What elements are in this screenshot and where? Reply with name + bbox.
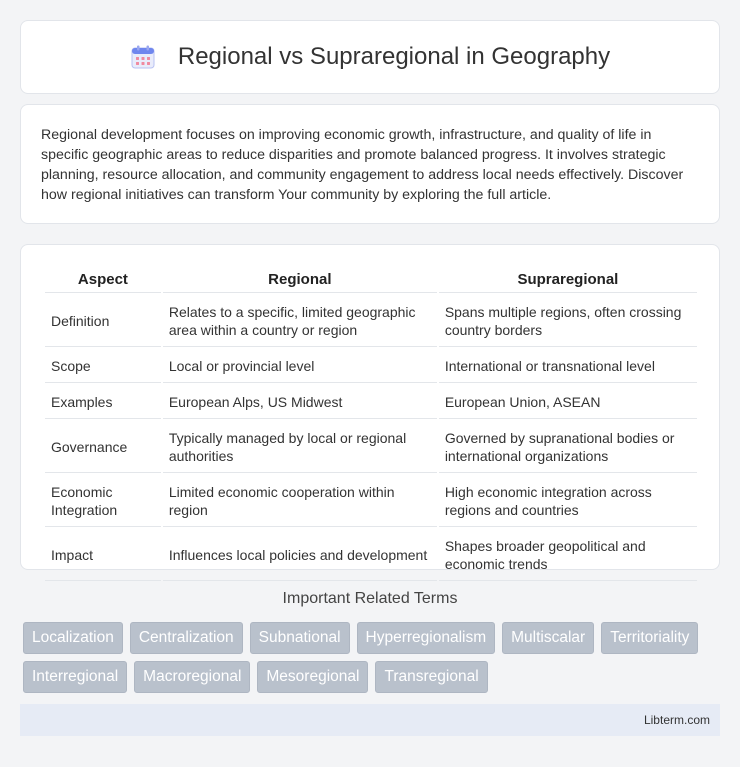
row-aspect: Governance	[45, 421, 161, 473]
intro-card	[20, 104, 720, 224]
comparison-table-card	[20, 244, 720, 570]
related-term-tag[interactable]: Interregional	[23, 661, 127, 693]
row-regional: Local or provincial level	[163, 349, 437, 383]
row-aspect: Examples	[45, 385, 161, 419]
row-supraregional: Shapes broader geopolitical and economic trends	[439, 529, 697, 581]
row-regional: European Alps, US Midwest	[163, 385, 437, 419]
row-supraregional: International or transnational level	[439, 349, 697, 383]
calendar-icon	[130, 44, 156, 70]
row-supraregional: European Union, ASEAN	[439, 385, 697, 419]
row-regional: Relates to a specific, limited geographic area within a country or region	[163, 295, 437, 347]
header-regional: Regional	[163, 267, 437, 293]
related-term-tag[interactable]: Localization	[23, 622, 123, 654]
related-terms-list	[23, 622, 723, 693]
table-header-row	[45, 267, 697, 293]
related-term-tag[interactable]: Hyperregionalism	[357, 622, 496, 654]
related-term-tag[interactable]: Transregional	[375, 661, 487, 693]
related-term-tag[interactable]: Centralization	[130, 622, 243, 654]
footer-site-link[interactable]: Libterm.com	[643, 713, 710, 727]
header-supraregional: Supraregional	[439, 267, 697, 293]
table-row	[45, 295, 697, 347]
title-card	[20, 20, 720, 94]
table-row	[45, 385, 697, 419]
table-row	[45, 421, 697, 473]
related-term-tag[interactable]: Multiscalar	[502, 622, 594, 654]
row-regional: Limited economic cooperation within region	[163, 475, 437, 527]
comparison-table	[43, 265, 699, 583]
row-supraregional: Governed by supranational bodies or international organizations	[439, 421, 697, 473]
row-supraregional: Spans multiple regions, often crossing country borders	[439, 295, 697, 347]
intro-paragraph: Regional development focuses on improving economic growth, infrastructure, and quality of life in specific geographic areas to reduce disparities and promote balanced progress. It involves strategic planning, resource allocation, and community engagement to address local needs effectively. Discover how regional initiatives can transform Your community by exploring the full article.	[41, 127, 684, 203]
row-aspect: Definition	[45, 295, 161, 347]
related-term-tag[interactable]: Macroregional	[134, 661, 250, 693]
row-supraregional: High economic integration across regions and countries	[439, 475, 697, 527]
table-row	[45, 475, 697, 527]
row-aspect: Scope	[45, 349, 161, 383]
row-regional: Influences local policies and development	[163, 529, 437, 581]
related-term-tag[interactable]: Subnational	[250, 622, 350, 654]
row-aspect: Impact	[45, 529, 161, 581]
related-terms-title: Important Related Terms	[282, 590, 458, 607]
header-aspect: Aspect	[45, 267, 161, 293]
row-regional: Typically managed by local or regional authorities	[163, 421, 437, 473]
related-term-tag[interactable]: Territoriality	[601, 622, 698, 654]
footer	[20, 704, 720, 736]
row-aspect: Economic Integration	[45, 475, 161, 527]
table-row	[45, 529, 697, 581]
page-title: Regional vs Supraregional in Geography	[177, 43, 611, 70]
table-row	[45, 349, 697, 383]
related-term-tag[interactable]: Mesoregional	[257, 661, 368, 693]
